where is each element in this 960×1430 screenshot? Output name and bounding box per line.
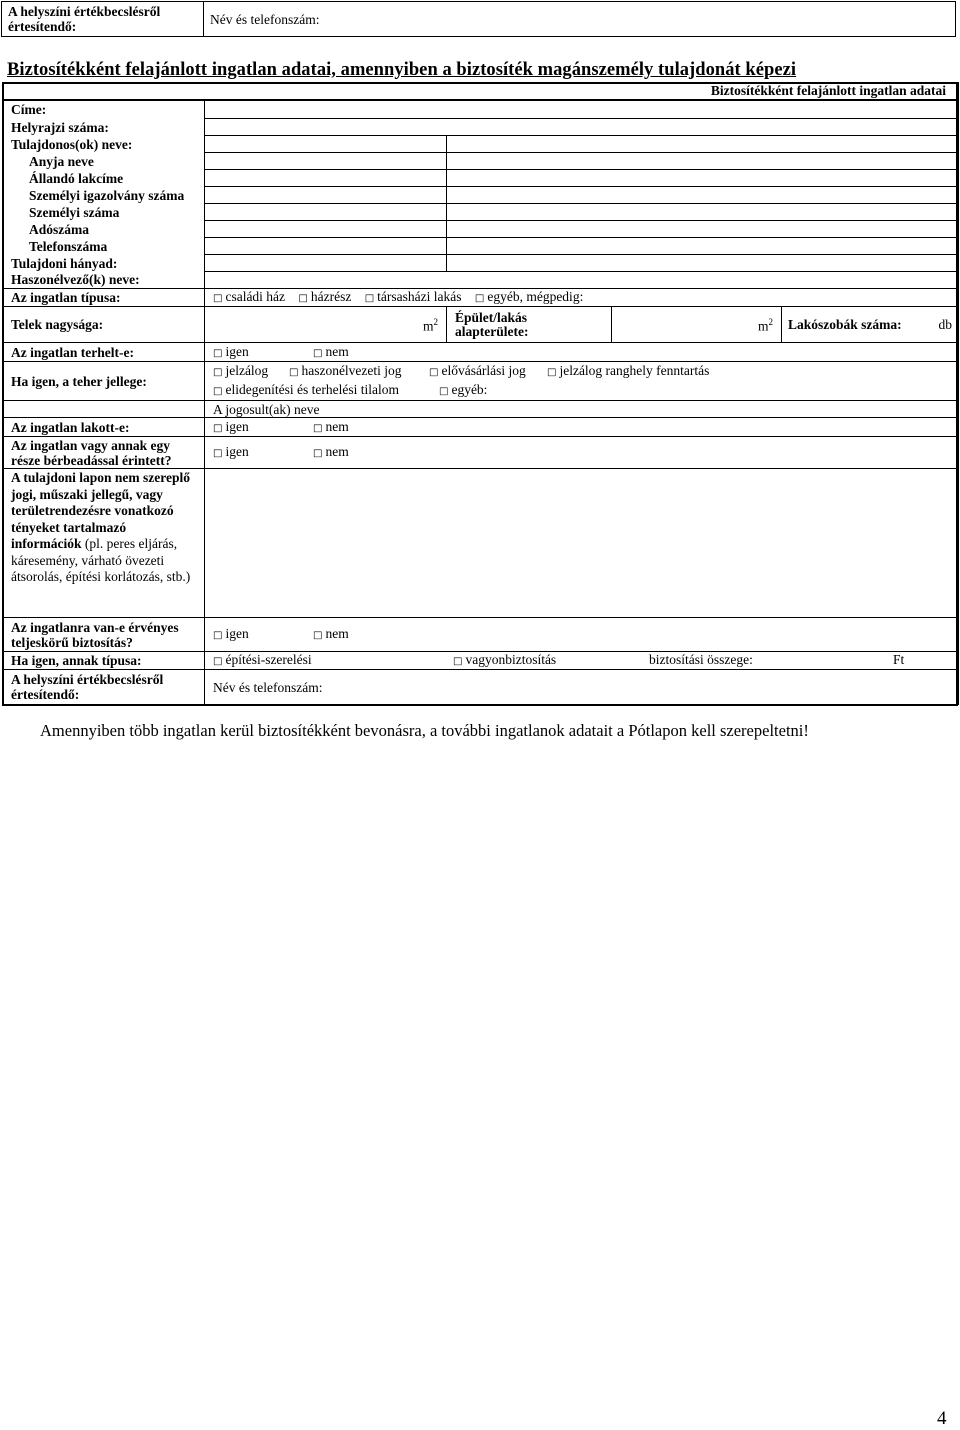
address-label: Címe: <box>3 100 205 119</box>
insurance-yes-checkbox[interactable]: □ igen <box>213 626 313 643</box>
owner-2-mother-field[interactable] <box>447 152 958 169</box>
insurance-amount-unit: Ft <box>893 652 905 667</box>
top-contact-table <box>1 1 956 37</box>
usufructuary-label: Haszonélvező(k) neve: <box>3 272 205 289</box>
encumbered-yes-checkbox[interactable]: □ igen <box>213 344 313 361</box>
building-area-unit-sup: 2 <box>768 317 773 328</box>
ownership-share-field[interactable] <box>205 255 447 272</box>
id-card-label: Személyi igazolvány száma <box>3 187 205 204</box>
land-registry-info-examples: (pl. peres eljárás, káresemény, várható övezeti átsorolás, építési korlátozás, stb.) <box>11 536 191 584</box>
bottom-contact-field[interactable]: Név és telefonszám: <box>205 670 959 705</box>
plot-size-unit-sup: 2 <box>433 317 438 328</box>
rooms-field[interactable] <box>782 307 959 343</box>
insurance-construction-checkbox[interactable]: □ építési-szerelési <box>213 652 453 669</box>
property-table <box>2 82 959 705</box>
id-card-field[interactable] <box>205 187 447 204</box>
property-type-options <box>205 289 959 307</box>
owner-name-label: Tulajdonos(ok) neve: <box>3 136 205 153</box>
occupied-options <box>205 418 959 437</box>
top-contact-label: A helyszíni értékbecslésről értesítendő: <box>2 2 204 37</box>
plot-size-unit: m <box>422 318 434 334</box>
insurance-amount-label: biztosítási összege: <box>649 652 753 667</box>
owner-2-id-card-field[interactable] <box>447 186 958 203</box>
property-type-label: Az ingatlan típusa: <box>3 289 205 307</box>
mother-name-field[interactable] <box>205 153 447 170</box>
rented-label: Az ingatlan vagy annak egy része bérbeadással érintett? <box>3 437 205 469</box>
phone-field[interactable] <box>205 238 447 255</box>
building-area-unit: m <box>757 318 769 334</box>
mother-name-label: Anyja neve <box>3 153 205 170</box>
owner-2-tax-number-field[interactable] <box>447 220 958 237</box>
tax-number-field[interactable] <box>205 221 447 238</box>
owner-column-2 <box>447 136 959 272</box>
rented-no-checkbox[interactable]: □ nem <box>313 444 349 459</box>
owner-2-table <box>447 136 958 271</box>
burden-usufruct-checkbox[interactable]: □ haszonélvezeti jog <box>289 362 429 381</box>
occupied-label: Az ingatlan lakott-e: <box>3 418 205 437</box>
encumbered-options <box>205 343 959 362</box>
rented-yes-checkbox[interactable]: □ igen <box>213 444 313 461</box>
parcel-number-label: Helyrajzi száma: <box>3 119 205 136</box>
address-field[interactable] <box>205 100 959 119</box>
burden-rank-reservation-checkbox[interactable]: □ jelzálog ranghely fenntartás <box>547 363 709 378</box>
parcel-number-field[interactable] <box>205 119 959 136</box>
owner-2-share-field[interactable] <box>447 254 958 271</box>
land-registry-info-field[interactable] <box>205 469 959 618</box>
footer-note: Amennyiben több ingatlan kerül biztosítékként bevonásra, a további ingatlanok adatait a Pótlapon kell szerepeltetni! <box>40 721 809 740</box>
top-contact-field[interactable]: Név és telefonszám: <box>204 2 956 37</box>
personal-number-label: Személyi száma <box>3 204 205 221</box>
rented-options <box>205 437 959 469</box>
burden-type-options <box>205 362 959 401</box>
insurance-property-checkbox[interactable]: □ vagyonbiztosítás <box>453 652 649 669</box>
owner-name-field-1[interactable] <box>205 136 447 153</box>
building-area-label: Épület/lakás alapterülete: <box>447 307 612 343</box>
insurance-no-checkbox[interactable]: □ nem <box>313 626 349 641</box>
bottom-contact-label: A helyszíni értékbecslésről értesítendő: <box>3 670 205 705</box>
owner-2-address-field[interactable] <box>447 169 958 186</box>
tax-number-label: Adószáma <box>3 221 205 238</box>
personal-number-field[interactable] <box>205 204 447 221</box>
table-caption: Biztosítékként felajánlott ingatlan adatai <box>3 83 959 100</box>
land-registry-info-bold: A tulajdoni lapon nem szereplő jogi, műszaki jellegű, vagy területrendezésre vonatkozó tényeket tartalmazó információk <box>11 470 191 551</box>
insurance-options <box>205 618 959 652</box>
owner-2-name-field[interactable] <box>447 136 958 152</box>
insurance-type-label: Ha igen, annak típusa: <box>3 652 205 670</box>
ownership-share-label: Tulajdoni hányad: <box>3 255 205 272</box>
type-other-checkbox[interactable]: □ egyéb, mégpedig: <box>475 289 583 304</box>
burden-type-label: Ha igen, a teher jellege: <box>3 362 205 401</box>
owner-2-phone-field[interactable] <box>447 237 958 254</box>
encumbered-label: Az ingatlan terhelt-e: <box>3 343 205 362</box>
usufructuary-field[interactable] <box>205 272 959 289</box>
owner-2-personal-number-field[interactable] <box>447 203 958 220</box>
occupied-yes-checkbox[interactable]: □ igen <box>213 419 313 436</box>
permanent-address-label: Állandó lakcíme <box>3 170 205 187</box>
plot-size-label: Telek nagysága: <box>3 307 205 343</box>
building-area-field[interactable] <box>612 307 782 343</box>
rooms-label: Lakószobák száma: <box>788 317 902 332</box>
burden-mortgage-checkbox[interactable]: □ jelzálog <box>213 362 289 381</box>
beneficiary-label-cell <box>3 401 205 418</box>
burden-alienation-ban-checkbox[interactable]: □ elidegenítési és terhelési tilalom <box>213 381 439 400</box>
type-family-house-checkbox[interactable]: □ családi ház <box>213 289 285 304</box>
land-registry-info-label <box>3 469 205 618</box>
burden-preemption-checkbox[interactable]: □ elővásárlási jog <box>429 362 547 381</box>
insurance-type-options <box>205 652 959 670</box>
beneficiary-field[interactable]: A jogosult(ak) neve <box>205 401 959 418</box>
burden-other-checkbox[interactable]: □ egyéb: <box>439 382 487 397</box>
section-title: Biztosítékként felajánlott ingatlan adatai, amennyiben a biztosíték magánszemély tulajdonát képezi <box>7 60 797 80</box>
insurance-label: Az ingatlanra van-e érvényes teljeskörű biztosítás? <box>3 618 205 652</box>
type-house-part-checkbox[interactable]: □ házrész <box>298 289 351 304</box>
page-number: 4 <box>937 1408 947 1429</box>
plot-size-field[interactable] <box>205 307 447 343</box>
encumbered-no-checkbox[interactable]: □ nem <box>313 344 349 359</box>
phone-label: Telefonszáma <box>3 238 205 255</box>
type-condo-checkbox[interactable]: □ társasházi lakás <box>365 289 462 304</box>
occupied-no-checkbox[interactable]: □ nem <box>313 419 349 434</box>
rooms-unit: db <box>938 317 952 332</box>
permanent-address-field[interactable] <box>205 170 447 187</box>
